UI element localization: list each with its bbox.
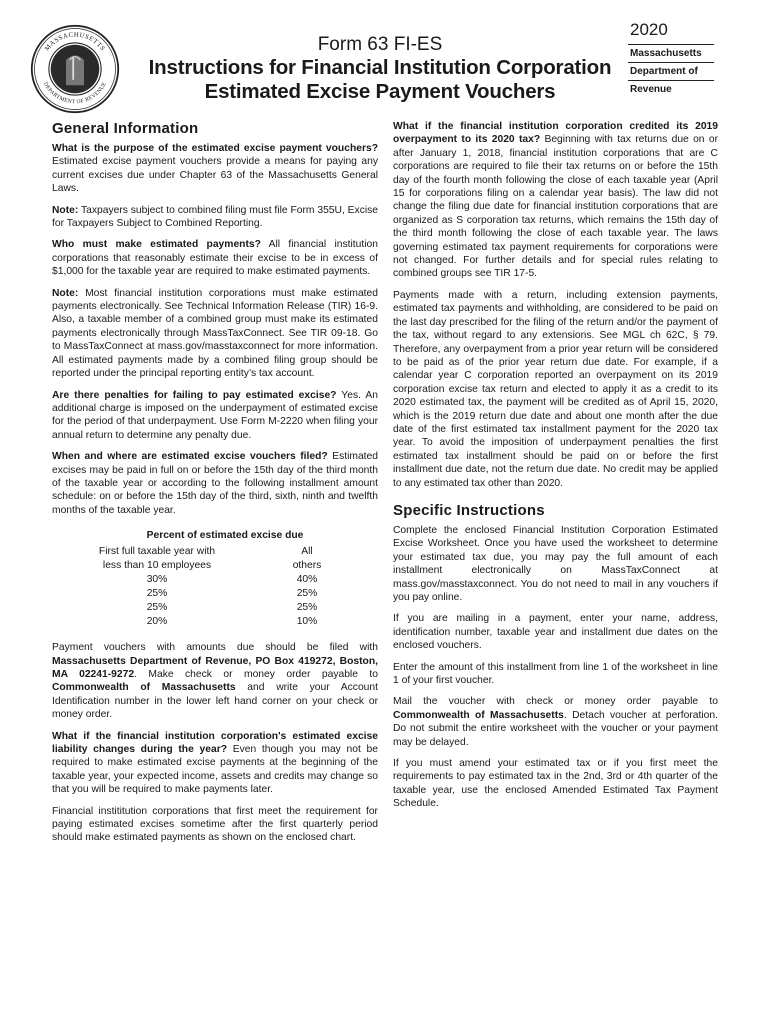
title-block [140, 34, 620, 104]
right-column [393, 120, 718, 819]
paragraph: When and where are estimated excise vouchers filed? Estimated excises may be paid in full on or before the 15th day of the third month of the taxable year or according to the following installment amount schedule: on or before the 15th day of the third, sixth, ninth and twelfth months of the taxable year. [52, 451, 378, 516]
seal-text-bottom: DEPARTMENT OF REVENUE [42, 81, 108, 106]
seal-text-top: MASSACHUSETTS [43, 31, 107, 53]
page-title-line1: Instructions for Financial Institution Corporation [148, 56, 612, 79]
tax-year: 2020 [630, 20, 668, 39]
paragraph: What if the financial institution corporation credited its 2019 overpayment to its 2020 tax? Beginning with tax returns due on or after January 1, 2018, financial institution corporations that are C corporations are required to file their tax returns on or before the 15th day of the fourth month following the close of each taxable year (April 15 for corporations filing on a calendar year basis). The law did not change the filing due date for financial institution corporations that are organized as S corporation tax returns, which remains the 15th day of the third month following the close of each taxable year. The laws governing estimated tax payment requirements for corporations were not changed. For further details and for special rules relating to combined groups see TIR 17-5. [393, 121, 718, 280]
agency-line: Revenue [628, 80, 714, 98]
table-row: 30% 40% [146, 574, 318, 586]
paragraph: Mail the voucher with check or money order payable to Commonwealth of Massachusetts. Detach voucher at perforation. Do not submit the entire worksheet with the voucher or your payment may be delayed. [393, 696, 718, 748]
paragraph: Complete the enclosed Financial Institution Corporation Estimated Excise Worksheet. Once you have used the worksheet to determine your estimated tax due, you may pay the full amount of each installment electronically on MassTaxConnect at mass.gov/masstaxconnect. You do not need to mail in any vouchers if you pay online. [393, 524, 718, 603]
table-row: 25% 25% [146, 588, 318, 600]
agency-line: Massachusetts [628, 44, 714, 62]
paragraph: Payments made with a return, including extension payments, estimated tax payments and withholding, are considered to be paid on the last day prescribed for the filing of the return and/or the payment of the tax, without regard to any extensions. See MGL ch 62C, § 79. Therefore, any overpayment from a prior year return will be considered to be paid as of the prior year return due date. For example, if a calendar year C corporation reported an overpayment on its 2019 corporation excise tax return and elected to apply it as a credit to its 2020 estimated tax, the payment will be credited as of April 15, 2020, which is the 2019 return due date and about one month after the due date of the first estimated tax installment payment for the 2020 tax year. To avoid the imposition of underpayment penalties the first estimated tax installment should be paid on or before the first installment due date, not the return due date. No credit may be applied to any estimated tax other than 2020. [393, 289, 718, 489]
section-heading-specific-instructions: Specific Instructions [393, 501, 545, 519]
paragraph: Payment vouchers with amounts due should be filed with Massachusetts Department of Revenue, PO Box 419272, Boston, MA 02241-9272. Make check or money order payable to Commonwealth of Massachusetts and write your Account Identification number in the lower left hand corner on your check or money order. [52, 642, 378, 721]
paragraph: If you must amend your estimated tax or if you first meet the requirements to pay estimated tax in the 2nd, 3rd or 4th quarter of the taxable year, use the enclosed Amended Estimated Tax Payment Schedule. [393, 758, 718, 810]
table-row: less than 10 employees others [102, 560, 322, 572]
massachusetts-dor-seal [30, 24, 120, 114]
page-title-line2: Estimated Excise Payment Vouchers [204, 80, 556, 103]
installment-schedule-table [52, 529, 378, 629]
paragraph: Are there penalties for failing to pay estimated excise? Yes. An additional charge is imposed on the underpayment of estimated excise for the period of that underpayment. Use Form M-2220 when filing your annual return to determine any penalty due. [52, 389, 378, 441]
section-heading-general-information: General Information [52, 120, 199, 137]
paragraph: Note: Most financial institution corporations must make estimated payments electronically. See Technical Information Release (TIR) 16-9. Also, a taxable member of a combined group must make its estimated payments electronically through MassTaxConnect. See TIR 09-18. Go to MassTaxConnect at mass.gov/masstaxconnect for more information. All estimated payments made by a combined filing group should be reported under the principal reporting entity’s tax account. [52, 287, 378, 380]
paragraph: What is the purpose of the estimated excise payment vouchers? Estimated excise payment vouchers provide a means for paying any current excises due under Chapter 63 of the Massachusetts General Laws. [52, 143, 378, 195]
left-column [52, 120, 378, 853]
agency-line: Department of [628, 62, 714, 80]
paragraph: Note: Taxpayers subject to combined filing must file Form 355U, Excise for Taxpayers Subject to Combined Reporting. [52, 204, 379, 230]
table-row: 20% 10% [146, 616, 318, 628]
paragraph: Financial instititution corporations that first meet the requirement for paying estimated excises sometime after the first quarterly period should make estimated payments as shown on the enclosed chart. [52, 805, 378, 844]
paragraph: Who must make estimated payments? All financial institution corporations that reasonably estimate their excise to be in excess of $1,000 for the taxable year are required to make estimated payments. [52, 239, 378, 278]
paragraph: What if the financial institution corporation's estimated excise liability changes during the year? Even though you may not be required to make estimated excise payments at the beginning of the taxable year, your expected income, assets and credits may change so that you will be required to make payments later. [52, 730, 379, 796]
form-number: Form 63 FI-ES [317, 34, 443, 55]
paragraph: If you are mailing in a payment, enter your name, address, identification number, taxable year and installment due dates on the enclosed vouchers. [393, 613, 718, 652]
table-heading: Percent of estimated excise due [146, 530, 304, 542]
agency-block [628, 44, 714, 98]
paragraph: Enter the amount of this installment from line 1 of the worksheet in line 1 of your first voucher. [393, 661, 718, 687]
table-row: 25% 25% [146, 602, 318, 614]
table-row: First full taxable year with All [98, 546, 313, 558]
